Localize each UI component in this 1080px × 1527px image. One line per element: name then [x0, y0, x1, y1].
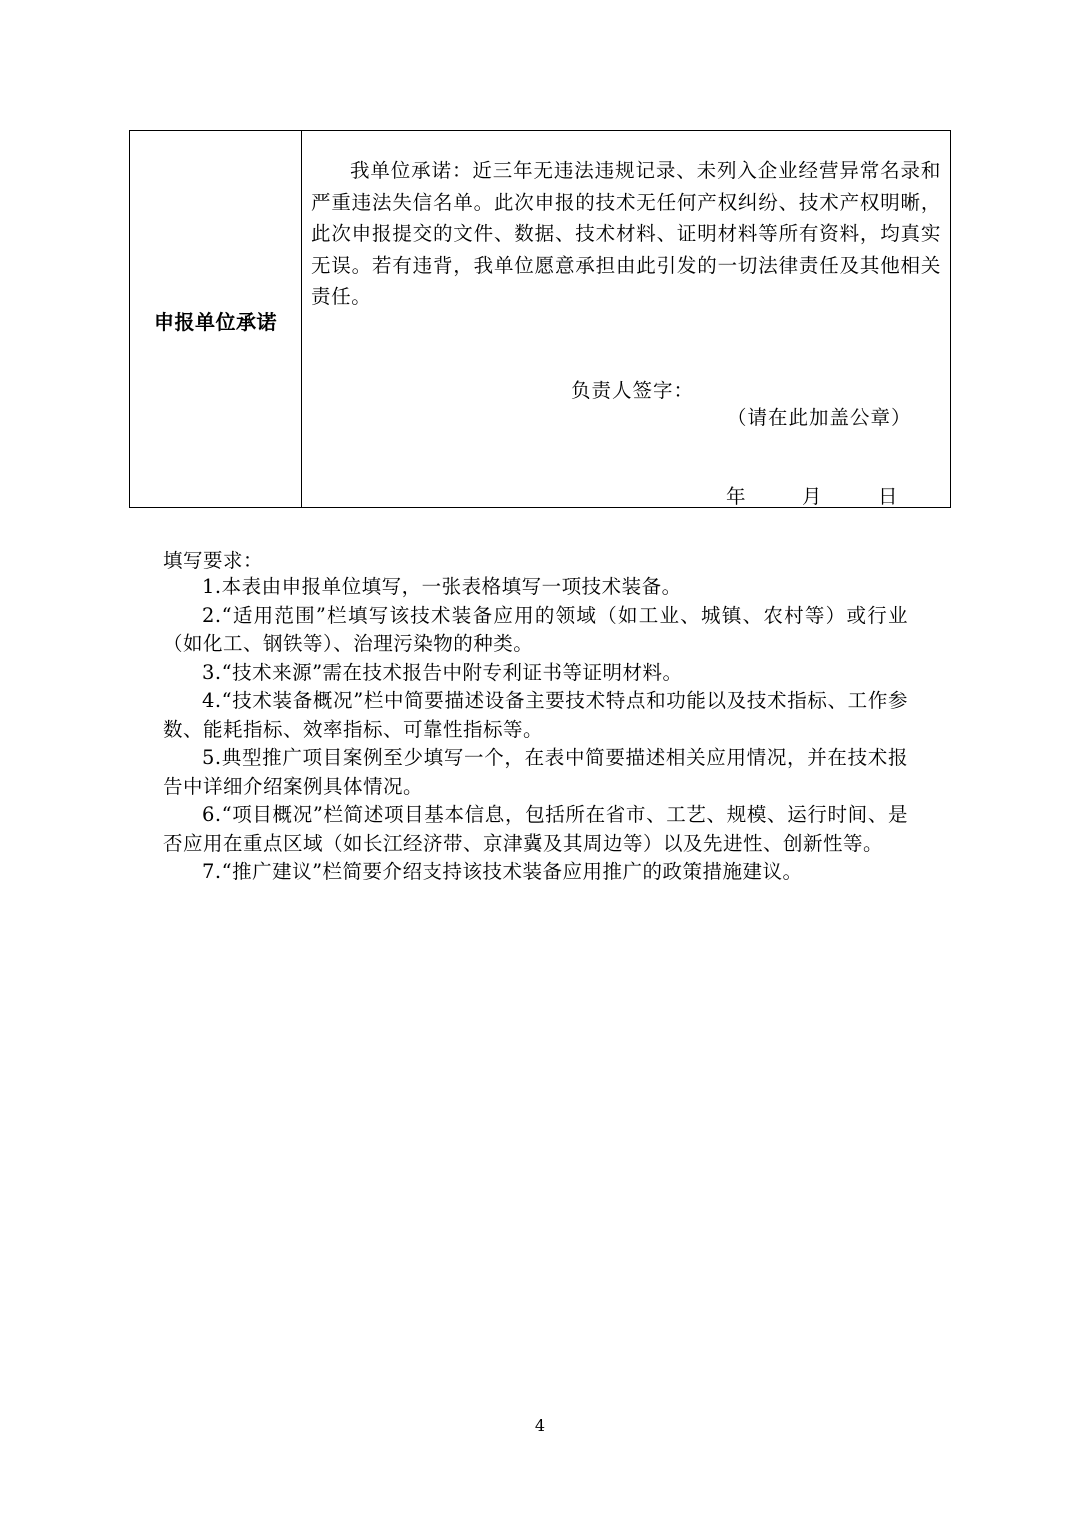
date-month-label: 月 [802, 485, 822, 508]
requirement-item: 5.典型推广项目案例至少填写一个，在表中简要描述相关应用情况，并在技术报告中详细介绍案例具体情况。 [163, 746, 908, 798]
page-number: 4 [534, 1416, 546, 1435]
requirement-item: 1.本表由申报单位填写，一张表格填写一项技术装备。 [202, 575, 682, 598]
pledge-content-cell [302, 131, 950, 507]
requirements-list [163, 573, 908, 887]
requirements-heading: 填写要求： [163, 549, 264, 572]
requirement-item: 3.“技术来源”需在技术报告中附专利证书等证明材料。 [202, 660, 683, 684]
pledge-table [129, 130, 951, 508]
requirement-item: 6.“项目概况”栏简述项目基本信息，包括所在省市、工艺、规模、运行时间、是否应用在重点区域（如长江经济带、京津冀及其周边等）以及先进性、创新性等。 [163, 803, 908, 855]
seal-note: （请在此加盖公章） [727, 406, 912, 429]
signature-label: 负责人签字： [571, 379, 695, 402]
pledge-label: 申报单位承诺 [154, 309, 277, 334]
pledge-text: 我单位承诺：近三年无违法违规记录、未列入企业经营异常名录和严重违法失信名单。此次申报的技术无任何产权纠纷、技术产权明晰，此次申报提交的文件、数据、技术材料、证明材料等所有资料，均真实无误。若有违背，我单位愿意承担由此引发的一切法律责任及其他相关责任。 [311, 159, 941, 308]
requirement-item: 7.“推广建议”栏简要介绍支持该技术装备应用推广的政策措施建议。 [202, 860, 803, 883]
pledge-label-cell [130, 131, 302, 507]
requirement-item: 2.“适用范围”栏填写该技术装备应用的领域（如工业、城镇、农村等）或行业（如化工、钢铁等）、治理污染物的种类。 [163, 603, 908, 655]
date-day-label: 日 [878, 485, 898, 508]
requirement-item: 4.“技术装备概况”栏中简要描述设备主要技术特点和功能以及技术指标、工作参数、能耗指标、效率指标、可靠性指标等。 [163, 689, 908, 741]
date-year-label: 年 [726, 485, 746, 508]
